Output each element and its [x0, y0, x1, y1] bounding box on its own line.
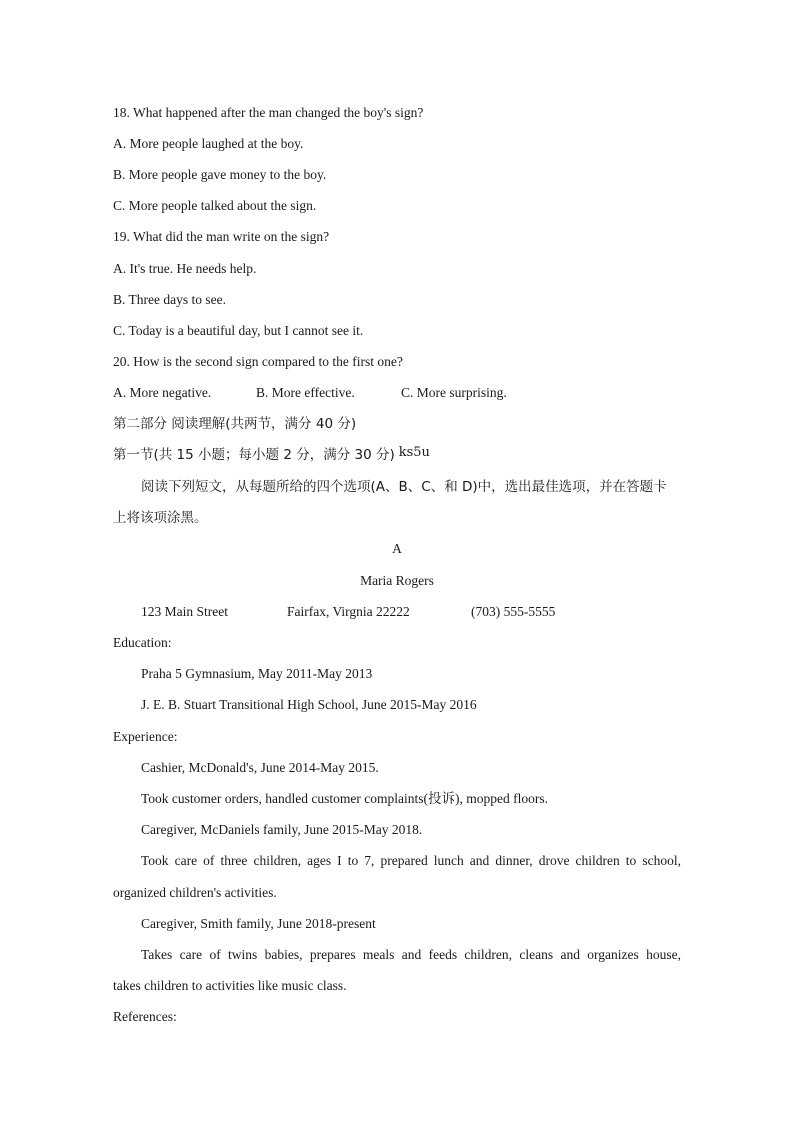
question-20: 20. How is the second sign compared to the first one? [113, 354, 403, 369]
job-1-title: Cashier, McDonald's, June 2014-May 2015. [141, 760, 379, 775]
part-two-heading: 第二部分 阅读理解(共两节，满分 40 分) [113, 416, 357, 432]
q19-option-c: C. Today is a beautiful day, but I cannot see it. [113, 323, 364, 338]
job-3-description-line-1: Takes care of twins babies, prepares meals and feeds children, cleans and organizes house, [141, 947, 681, 962]
q20-option-a: A. More negative. [113, 385, 212, 400]
section-one-heading [113, 446, 430, 465]
city-state-zip: Fairfax, Virgnia 22222 [287, 604, 410, 619]
q18-option-b: B. More people gave money to the boy. [113, 167, 327, 182]
q19-option-a: A. It's true. He needs help. [113, 261, 257, 276]
job-2-description-line-1: Took care of three children, ages I to 7, prepared lunch and dinner, drove children to school, [141, 853, 681, 868]
q20-option-c: C. More surprising. [401, 385, 507, 400]
instruction-line-2: 上将该项涂黑。 [113, 510, 208, 526]
street-address: 123 Main Street [141, 604, 228, 619]
q18-option-c: C. More people talked about the sign. [113, 198, 317, 213]
q18-option-a: A. More people laughed at the boy. [113, 136, 304, 151]
question-18: 18. What happened after the man changed the boy's sign? [113, 105, 424, 120]
q20-option-b: B. More effective. [256, 385, 355, 400]
ks5u-watermark: ks5u [398, 445, 430, 460]
experience-heading: Experience: [113, 729, 178, 744]
q20-options-row [113, 384, 713, 402]
job-1-description: Took customer orders, handled customer complaints(投诉), mopped floors. [141, 791, 548, 806]
job-3-title: Caregiver, Smith family, June 2018-present [141, 916, 376, 931]
job-3-description-line-2: takes children to activities like music class. [113, 978, 347, 993]
job-2-description-line-2: organized children's activities. [113, 885, 277, 900]
section-one-text: 第一节(共 15 小题；每小题 2 分，满分 30 分) [113, 447, 395, 463]
q19-option-b: B. Three days to see. [113, 292, 226, 307]
contact-row [141, 603, 681, 621]
references-heading: References: [113, 1009, 177, 1024]
instruction-line-1: 阅读下列短文，从每题所给的四个选项(A、B、C、和 D)中，选出最佳选项，并在答题卡 [141, 479, 667, 495]
education-item: J. E. B. Stuart Transitional High School, June 2015-May 2016 [141, 697, 477, 712]
education-heading: Education: [113, 635, 172, 650]
passage-label: A [392, 541, 402, 556]
education-item: Praha 5 Gymnasium, May 2011-May 2013 [141, 666, 373, 681]
question-19: 19. What did the man write on the sign? [113, 229, 330, 244]
job-2-title: Caregiver, McDaniels family, June 2015-May 2018. [141, 822, 423, 837]
phone-number: (703) 555-5555 [471, 604, 556, 619]
resume-name: Maria Rogers [360, 573, 434, 588]
